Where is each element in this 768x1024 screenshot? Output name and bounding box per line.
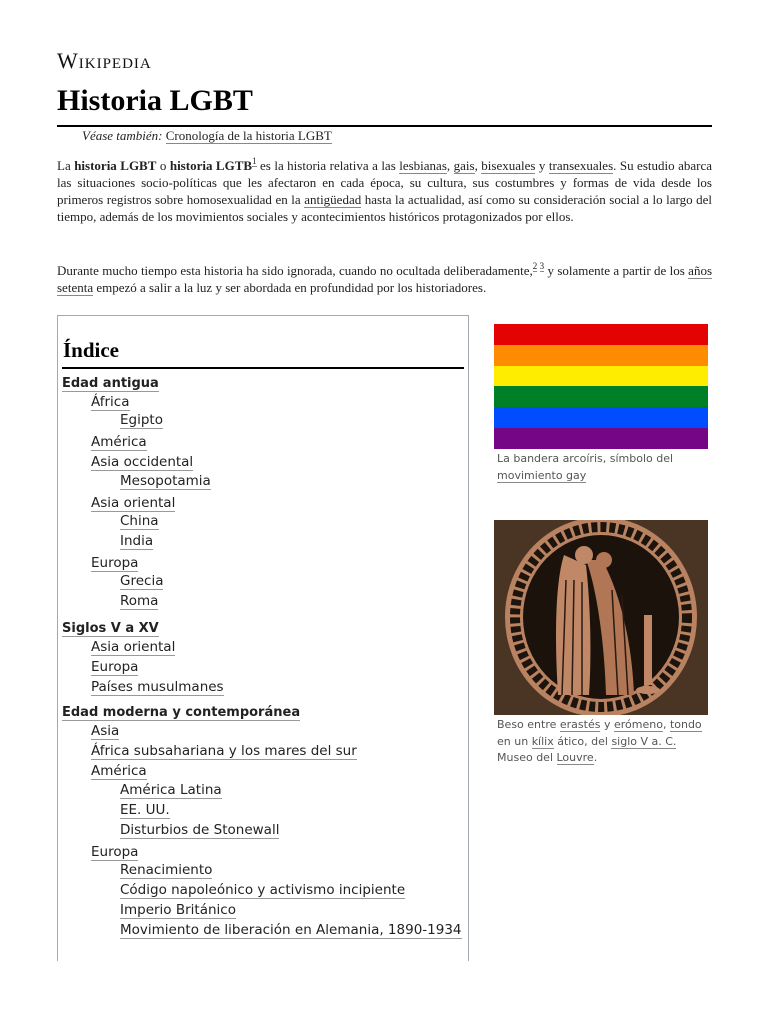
link-gais[interactable]: gais bbox=[453, 158, 475, 173]
toc-item[interactable]: Asia occidental bbox=[91, 454, 194, 470]
text: , bbox=[474, 158, 482, 173]
reference-1[interactable]: 1 bbox=[252, 156, 257, 166]
text: y bbox=[535, 158, 549, 173]
text: , bbox=[662, 718, 670, 731]
flag-stripe-blue bbox=[494, 407, 708, 428]
link-louvre[interactable]: Louvre bbox=[556, 751, 594, 764]
text: empezó a salir a la luz y ser abordada en profundidad por los historiadores. bbox=[93, 280, 487, 295]
text: hasta la actualidad, así como su consideración social a lo largo del tiempo, además de los movimientos sociales y acontecimientos históricos protagonizados por ellos. bbox=[57, 192, 712, 224]
flag-stripe-yellow bbox=[494, 366, 708, 387]
toc-title: Índice bbox=[63, 338, 120, 362]
link-anos-setenta[interactable]: años setenta bbox=[57, 263, 713, 295]
toc-item[interactable]: Código napoleónico y activismo incipiente bbox=[120, 882, 406, 898]
toc-item[interactable]: Roma bbox=[120, 593, 159, 609]
table-of-contents bbox=[57, 315, 469, 961]
link-kilix[interactable]: kílix bbox=[531, 734, 554, 748]
text: , bbox=[446, 158, 454, 173]
link-movimiento-gay[interactable]: movimiento gay bbox=[497, 468, 587, 482]
toc-item[interactable]: India bbox=[120, 533, 154, 549]
toc-item[interactable]: América bbox=[91, 763, 147, 779]
text: es la historia relativa a las bbox=[256, 158, 400, 173]
toc-item[interactable]: Asia bbox=[91, 723, 120, 739]
link-erastes[interactable]: erastés bbox=[559, 718, 601, 731]
toc-item[interactable]: Europa bbox=[91, 659, 139, 675]
flag-stripe-violet bbox=[494, 428, 708, 449]
text: ático, del bbox=[553, 734, 612, 748]
link-lesbianas[interactable]: lesbianas bbox=[399, 158, 447, 173]
toc-item[interactable]: Asia oriental bbox=[91, 639, 176, 655]
toc-item[interactable]: EE. UU. bbox=[120, 802, 170, 818]
term-bold: historia LGBT bbox=[74, 158, 157, 173]
title-divider bbox=[57, 125, 712, 127]
toc-item[interactable]: Edad moderna y contemporánea bbox=[62, 705, 301, 720]
hatnote-link[interactable]: Cronología de la historia LGBT bbox=[165, 128, 332, 143]
flag-stripe-red bbox=[494, 324, 708, 345]
toc-item[interactable]: Grecia bbox=[120, 573, 164, 589]
link-bisexuales[interactable]: bisexuales bbox=[481, 158, 536, 173]
flag-stripe-green bbox=[494, 386, 708, 407]
text: Durante mucho tiempo esta historia ha sido ignorada, cuando no ocultada deliberadamente, bbox=[57, 263, 533, 278]
toc-item[interactable]: Disturbios de Stonewall bbox=[120, 822, 280, 838]
text: o bbox=[156, 158, 170, 173]
text: . Su estudio abarca las situaciones socio-políticas que les afectaron en cada época, su cultura, sus costumbres y formas de vida desde los primeros registros sobre homosexualidad en la bbox=[57, 158, 712, 207]
text: Beso entre bbox=[497, 718, 560, 731]
link-eromeno[interactable]: erómeno bbox=[613, 718, 663, 731]
toc-divider bbox=[62, 367, 464, 369]
hatnote-label: Véase también: bbox=[82, 128, 163, 143]
toc-item[interactable]: África subsahariana y los mares del sur bbox=[91, 743, 357, 759]
toc-item[interactable]: Egipto bbox=[120, 412, 163, 428]
term-bold: historia LGTB bbox=[169, 158, 253, 173]
text: La bandera arcoíris, símbolo del bbox=[497, 452, 674, 465]
toc-item[interactable]: Europa bbox=[91, 844, 139, 860]
kylix-caption bbox=[497, 717, 711, 767]
wikipedia-logo[interactable]: Wikipedia bbox=[57, 48, 152, 73]
text: La bbox=[57, 158, 75, 173]
toc-item[interactable]: Movimiento de liberación en Alemania, 1890-1934 bbox=[120, 922, 462, 938]
toc-item[interactable]: Países musulmanes bbox=[91, 679, 224, 695]
page-title: Historia LGBT bbox=[57, 84, 253, 117]
lead-paragraph-1 bbox=[57, 157, 712, 225]
text: y solamente a partir de los bbox=[544, 263, 689, 278]
text: Museo del bbox=[497, 751, 557, 764]
reference-2[interactable]: 2 bbox=[532, 261, 538, 271]
toc-item[interactable]: África bbox=[91, 394, 130, 410]
reference-3[interactable]: 3 bbox=[539, 261, 545, 271]
rainbow-flag-image[interactable] bbox=[494, 324, 708, 449]
toc-item[interactable]: Mesopotamia bbox=[120, 473, 211, 489]
text: en un bbox=[497, 734, 532, 748]
toc-item[interactable]: América Latina bbox=[120, 782, 222, 798]
toc-item[interactable]: Renacimiento bbox=[120, 862, 213, 878]
toc-item[interactable]: América bbox=[91, 434, 147, 450]
text: y bbox=[600, 718, 614, 731]
link-tondo[interactable]: tondo bbox=[669, 718, 702, 731]
toc-item[interactable]: Siglos V a XV bbox=[62, 621, 159, 636]
toc-item[interactable]: Europa bbox=[91, 555, 139, 571]
hatnote bbox=[82, 128, 332, 144]
toc-item[interactable]: Imperio Británico bbox=[120, 902, 236, 918]
lead-paragraph-2 bbox=[57, 262, 712, 296]
text: . bbox=[593, 751, 598, 764]
link-siglo-v-ac[interactable]: siglo V a. C. bbox=[611, 734, 677, 748]
toc-item[interactable]: Edad antigua bbox=[62, 376, 159, 391]
link-transexuales[interactable]: transexuales bbox=[548, 158, 614, 173]
link-antiguedad[interactable]: antigüedad bbox=[304, 192, 362, 207]
kylix-illustration bbox=[494, 520, 708, 715]
toc-item[interactable]: China bbox=[120, 513, 159, 529]
flag-stripe-orange bbox=[494, 345, 708, 366]
kylix-image[interactable] bbox=[494, 520, 708, 715]
flag-caption bbox=[497, 451, 717, 484]
toc-item[interactable]: Asia oriental bbox=[91, 495, 176, 511]
